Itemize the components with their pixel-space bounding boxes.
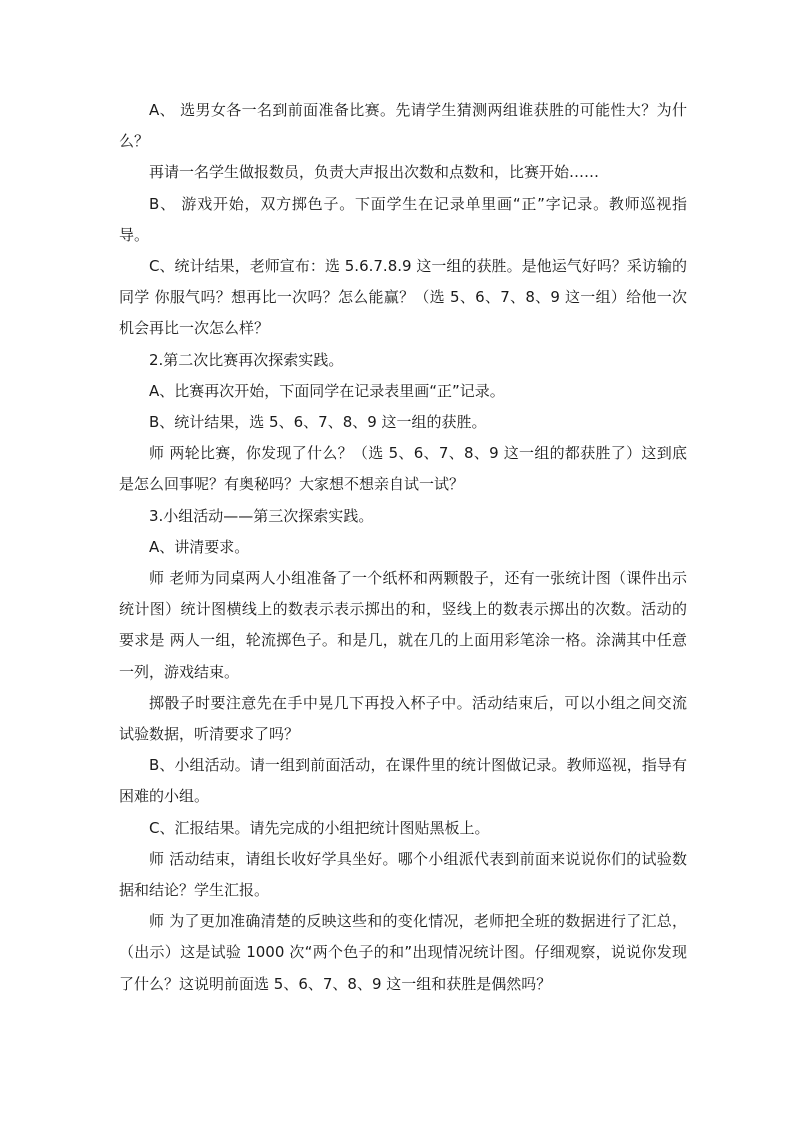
- paragraph-activity-instructions: 师 老师为同桌两人小组准备了一个纸杯和两颗骰子，还有一张统计图（课件出示统计图）统计图横线上的数表示表示掷出的和，竖线上的数表示掷出的次数。活动的要求是 两人一组，轮流掷色子。和是几，就在几的上面用彩笔涂一格。涂满其中任意一列，游戏结束。: [119, 569, 687, 681]
- paragraph-requirements: A、讲清要求。: [149, 537, 250, 556]
- paragraph-second-round-result: B、统计结果，选 5、6、7、8、9 这一组的获胜。: [149, 413, 487, 432]
- paragraph-dice-note: 掷骰子时要注意先在手中晃几下再投入杯子中。活动结束后，可以小组之间交流试验数据，听清要求了吗？: [119, 693, 687, 744]
- paragraph-report-results: C、汇报结果。请先完成的小组把统计图贴黑板上。: [149, 818, 490, 837]
- paragraph-group-work: B、小组活动。请一组到前面活动，在课件里的统计图做记录。教师巡视，指导有困难的小组。: [119, 756, 687, 806]
- paragraph-second-round-start: A、比赛再次开始，下面同学在记录表里画“正”记录。: [149, 381, 505, 400]
- paragraph-summary: 师 为了更加准确清楚的反映这些和的变化情况，老师把全班的数据进行了汇总，（出示）这是试验 1000 次“两个色子的和”出现情况统计图。仔细观察，说说你发现了什么？这说明前面选 5、6、7、8、9 这一组和获胜是偶然吗？: [119, 912, 687, 993]
- paragraph-group-activity-heading: 3.小组活动——第三次探索实践。: [149, 506, 374, 525]
- paragraph-announcer: 再请一名学生做报数员，负责大声报出次数和点数和，比赛开始……: [149, 163, 600, 182]
- paragraph-game-start: B、 游戏开始，双方掷色子。下面学生在记录单里画“正”字记录。教师巡视指导。: [119, 194, 687, 244]
- paragraph-activity-end: 师 活动结束，请组长收好学具坐好。哪个小组派代表到前面来说说你们的试验数据和结论？学生汇报。: [119, 849, 687, 900]
- paragraph-second-round-heading: 2.第二次比赛再次探索实践。: [149, 350, 344, 369]
- document-body: [119, 95, 687, 1000]
- paragraph-teacher-question: 师 两轮比赛，你发现了什么？（选 5、6、7、8、9 这一组的都获胜了）这到底是怎么回事呢？有奥秘吗？大家想不想亲自试一试？: [119, 444, 687, 494]
- paragraph-first-result: C、统计结果，老师宣布：选 5.6.7.8.9 这一组的获胜。是他运气好吗？采访输的同学 你服气吗？想再比一次吗？怎么能赢？（选 5、6、7、8、9 这一组）给他一次机会再比一次怎么样？: [119, 257, 687, 338]
- paragraph-race-setup: A、 选男女各一名到前面准备比赛。先请学生猜测两组谁获胜的可能性大？为什么？: [119, 101, 687, 151]
